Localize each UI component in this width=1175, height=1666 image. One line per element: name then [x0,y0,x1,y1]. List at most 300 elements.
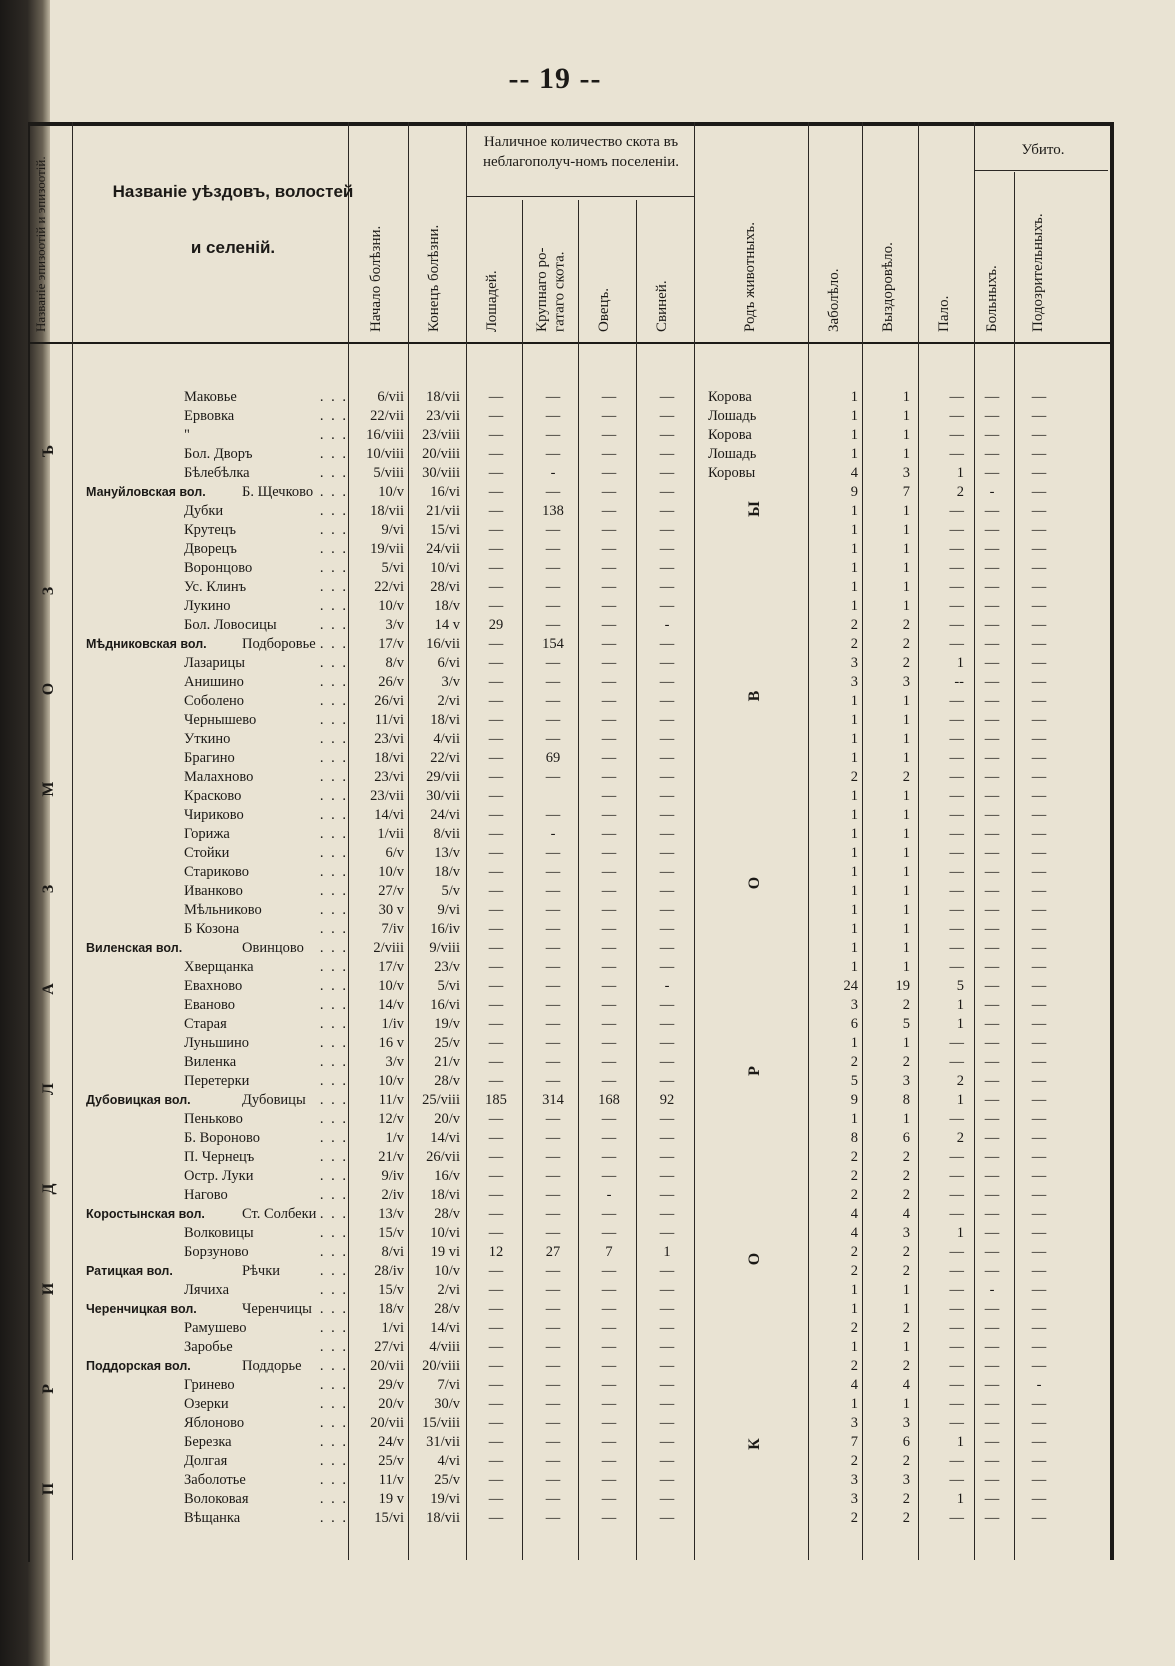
leader-dots: . . . [319,1491,348,1507]
end-date: 18/v [434,598,460,614]
village-name: Евахново [184,978,243,994]
village-name: Лукино [184,598,231,614]
animal-kind: Лошадь [708,446,757,462]
end-date: 4/vii [433,731,460,747]
pigs-count: — [659,1168,675,1184]
recovered-count: 2 [902,1320,910,1336]
sheep-count: — [601,541,617,557]
fell-count: — [949,1453,964,1469]
sheep-count: — [601,940,617,956]
header-killed-group: Убито. [1021,142,1065,158]
group-rule [974,170,1108,171]
village-name: Бол. Дворъ [184,446,253,462]
header-sheep: Овецъ. [596,287,612,332]
sick-count: 3 [850,655,858,671]
recovered-count: 3 [902,1225,910,1241]
fell-count: — [949,560,964,576]
table-row [28,1224,1118,1243]
fell-count: 1 [956,1092,964,1108]
sheep-count: — [601,769,617,785]
village-name: Еваново [184,997,235,1013]
horses-count: — [488,1472,504,1488]
cattle-count: — [545,1035,561,1051]
fell-count: — [949,1263,964,1279]
table-top-rule [28,122,1112,126]
recovered-count: 2 [902,1054,910,1070]
end-date: 25/viii [422,1092,460,1108]
killed-sick-count: — [984,1415,1000,1431]
killed-suspect-count: — [1031,883,1047,899]
recovered-count: 1 [902,921,910,937]
village-name: Рамушево [184,1320,247,1336]
pigs-count: — [659,560,675,576]
table-row [28,654,1118,673]
killed-suspect-count: — [1031,674,1047,690]
header-fell: Пало. [936,295,952,332]
leader-dots: . . . [319,1396,348,1412]
killed-suspect-count: — [1031,465,1047,481]
killed-suspect-count: — [1031,731,1047,747]
cattle-count: 314 [542,1092,564,1108]
table-row [28,445,1118,464]
leader-dots: . . . [319,1187,348,1203]
table-row [28,407,1118,426]
table-row [28,559,1118,578]
fell-count: — [949,598,964,614]
horses-count: — [488,1168,504,1184]
village-name: Ус. Клинъ [184,579,247,595]
start-date: 3/v [385,617,404,633]
killed-suspect-count: — [1031,1244,1047,1260]
cattle-count: — [545,940,561,956]
killed-suspect-count: — [1031,617,1047,633]
village-name: Б. Щечково [242,484,314,500]
recovered-count: 2 [902,655,910,671]
start-date: 12/v [378,1111,404,1127]
sick-count: 1 [850,446,858,462]
leader-dots: . . . [319,788,348,804]
pigs-count: - [664,978,670,994]
killed-suspect-count: — [1031,1510,1047,1526]
killed-sick-count: - [989,1282,995,1298]
killed-suspect-count: — [1031,788,1047,804]
sick-count: 2 [850,1263,858,1279]
leader-dots: . . . [319,579,348,595]
pigs-count: — [659,864,675,880]
cattle-count: — [545,1016,561,1032]
sheep-count: — [601,1510,617,1526]
sick-count: 7 [850,1434,858,1450]
fell-count: — [949,1282,964,1298]
sick-count: 1 [850,541,858,557]
header-sick: Заболѣло. [826,268,842,332]
killed-suspect-count: — [1031,959,1047,975]
end-date: 23/viii [422,427,460,443]
end-date: 19 vi [430,1244,460,1260]
pigs-count: — [659,921,675,937]
killed-suspect-count: — [1031,446,1047,462]
fell-count: — [949,1415,964,1431]
table-row [28,768,1118,787]
killed-suspect-count: — [1031,408,1047,424]
killed-sick-count: — [984,427,1000,443]
header-livestock-group: Наличное количество скота въ неблагополуч-номъ поселеніи. [483,134,679,171]
cattle-count: — [545,731,561,747]
end-date: 8/vii [433,826,460,842]
end-date: 15/vi [430,522,460,538]
fell-count: 1 [956,655,964,671]
sheep-count: — [601,902,617,918]
sheep-count: 168 [598,1092,620,1108]
killed-sick-count: — [984,1187,1000,1203]
table-row [28,483,1118,502]
sheep-count: — [601,1472,617,1488]
fell-count: — [949,1377,964,1393]
killed-sick-count: — [984,826,1000,842]
killed-suspect-count: — [1031,940,1047,956]
fell-count: — [949,636,964,652]
sheep-count: — [601,1320,617,1336]
end-date: 9/vi [437,902,460,918]
horses-count: — [488,959,504,975]
table-row [28,1262,1118,1281]
end-date: 29/vii [426,769,460,785]
horses-count: — [488,826,504,842]
sheep-count: — [601,712,617,728]
table-row [28,1490,1118,1509]
leader-dots: . . . [319,864,348,880]
village-name: Волоковая [184,1491,249,1507]
leader-dots: . . . [319,769,348,785]
horses-count: — [488,921,504,937]
horses-count: 12 [488,1244,504,1260]
end-date: 4/vi [437,1453,460,1469]
horses-count: — [488,1206,504,1222]
killed-sick-count: — [984,1035,1000,1051]
recovered-count: 1 [902,1111,910,1127]
killed-sick-count: — [984,1130,1000,1146]
village-name: Горижа [184,826,230,842]
sheep-count: — [601,1434,617,1450]
village-name: П. Чернецъ [184,1149,255,1165]
volost-name: Черенчицкая вол. [86,1302,197,1316]
leader-dots: . . . [319,1453,348,1469]
leader-dots: . . . [319,731,348,747]
killed-sick-count: — [984,1244,1000,1260]
killed-suspect-count: — [1031,1092,1047,1108]
start-date: 10/v [378,864,404,880]
recovered-count: 2 [902,1187,910,1203]
start-date: 21/v [378,1149,404,1165]
end-date: 13/v [434,845,460,861]
end-date: 10/vi [430,560,460,576]
recovered-count: 2 [902,997,910,1013]
recovered-count: 7 [902,484,910,500]
end-date: 16/vi [430,997,460,1013]
cattle-count: — [545,1320,561,1336]
cattle-count: — [545,1149,561,1165]
recovered-count: 2 [902,617,910,633]
killed-sick-count: — [984,617,1000,633]
table-row [28,1319,1118,1338]
sidebar-letter: Ъ [40,444,57,458]
pigs-count: — [659,731,675,747]
leader-dots: . . . [319,1092,348,1108]
recovered-count: 1 [902,807,910,823]
cattle-count: — [545,1111,561,1127]
pigs-count: — [659,1149,675,1165]
sick-count: 3 [850,1491,858,1507]
horses-count: — [488,997,504,1013]
pigs-count: — [659,579,675,595]
leader-dots: . . . [319,1054,348,1070]
sheep-count: — [601,1263,617,1279]
recovered-count: 2 [902,1244,910,1260]
header-start: Начало болѣзни. [368,225,384,332]
start-date: 17/v [378,959,404,975]
fell-count: — [949,1320,964,1336]
sheep-count: — [601,465,617,481]
horses-count: — [488,1054,504,1070]
village-name: Заболотье [184,1472,246,1488]
pigs-count: — [659,1472,675,1488]
sheep-count: — [601,1415,617,1431]
leader-dots: . . . [319,1149,348,1165]
leader-dots: . . . [319,427,348,443]
pigs-count: — [659,636,675,652]
village-name: Иванково [184,883,243,899]
village-name: Уткино [184,731,231,747]
end-date: 28/v [434,1073,460,1089]
leader-dots: . . . [319,807,348,823]
recovered-count: 1 [902,1035,910,1051]
sheep-count: — [601,921,617,937]
fell-count: — [949,864,964,880]
killed-sick-count: — [984,921,1000,937]
killed-suspect-count: — [1031,1301,1047,1317]
sick-count: 3 [850,997,858,1013]
leader-dots: . . . [319,902,348,918]
pigs-count: — [659,807,675,823]
pigs-count: 1 [663,1244,671,1260]
killed-sick-count: — [984,1339,1000,1355]
leader-dots: . . . [319,1225,348,1241]
end-date: 26/vii [426,1149,460,1165]
pigs-count: — [659,1358,675,1374]
start-date: 10/v [378,598,404,614]
killed-sick-count: — [984,997,1000,1013]
cattle-count: — [545,1130,561,1146]
fell-count: — [949,1339,964,1355]
sick-count: 1 [850,560,858,576]
start-date: 13/v [378,1206,404,1222]
recovered-count: 2 [902,1168,910,1184]
cattle-count: — [545,1073,561,1089]
horses-count: — [488,845,504,861]
cattle-count: - [550,826,556,842]
start-date: 20/vii [370,1415,404,1431]
sheep-count: — [601,826,617,842]
fell-count: — [949,845,964,861]
sheep-count: — [601,1491,617,1507]
killed-suspect-count: — [1031,1225,1047,1241]
start-date: 11/v [378,1472,404,1488]
end-date: 15/viii [422,1415,460,1431]
header-cattle: Крупнаго ро-гатаго скота. [534,247,568,332]
sheep-count: — [601,845,617,861]
village-name: Брагино [184,750,235,766]
fell-count: — [949,902,964,918]
pigs-count: — [659,693,675,709]
fell-count: — [949,883,964,899]
cattle-count: 154 [542,636,564,652]
table-row [28,1243,1118,1262]
end-date: 4/viii [429,1339,460,1355]
horses-count: — [488,1377,504,1393]
sick-count: 1 [850,1282,858,1298]
village-name: Бѣлебѣлка [184,465,250,481]
leader-dots: . . . [319,1415,348,1431]
pigs-count: — [659,1453,675,1469]
pigs-count: — [659,1073,675,1089]
horses-count: — [488,522,504,538]
pigs-count: — [659,1434,675,1450]
sick-count: 1 [850,864,858,880]
volost-name: Ратицкая вол. [86,1264,173,1278]
start-date: 11/v [378,1092,404,1108]
leader-dots: . . . [319,997,348,1013]
killed-suspect-count: — [1031,769,1047,785]
recovered-count: 5 [902,1016,910,1032]
killed-sick-count: — [984,1301,1000,1317]
sheep-count: — [601,959,617,975]
end-date: 2/vi [437,693,460,709]
start-date: 26/v [378,674,404,690]
table-row [28,1110,1118,1129]
recovered-count: 3 [902,674,910,690]
sick-count: 1 [850,731,858,747]
table-row [28,1091,1118,1110]
horses-count: — [488,1282,504,1298]
village-name: Чернышево [184,712,257,728]
killed-sick-count: - [989,484,995,500]
recovered-count: 2 [902,1491,910,1507]
cattle-count: — [545,1453,561,1469]
pigs-count: — [659,1054,675,1070]
fell-count: 1 [956,465,964,481]
fell-count: — [949,693,964,709]
table-row [28,1167,1118,1186]
leader-dots: . . . [319,560,348,576]
village-name: Поддорье [242,1358,302,1374]
sick-count: 1 [850,427,858,443]
start-date: 11/vi [374,712,404,728]
table-row [28,1072,1118,1091]
sick-count: 24 [843,978,858,994]
horses-count: — [488,1510,504,1526]
animal-letter: О [746,876,763,890]
horses-count: — [488,1358,504,1374]
fell-count: 1 [956,1225,964,1241]
sick-count: 1 [850,1111,858,1127]
recovered-count: 3 [902,1415,910,1431]
horses-count: — [488,978,504,994]
cattle-count: — [545,560,561,576]
pigs-count: — [659,465,675,481]
end-date: 30/vii [426,788,460,804]
fell-count: 1 [956,1434,964,1450]
killed-suspect-count: — [1031,826,1047,842]
leader-dots: . . . [319,674,348,690]
pigs-count: — [659,1206,675,1222]
table-row [28,958,1118,977]
sick-count: 1 [850,693,858,709]
pigs-count: — [659,484,675,500]
fell-count: — [949,1168,964,1184]
table-row [28,1300,1118,1319]
recovered-count: 4 [902,1206,910,1222]
start-date: 19 v [378,1491,404,1507]
horses-count: — [488,1130,504,1146]
cattle-count: — [545,712,561,728]
leader-dots: . . . [319,636,348,652]
leader-dots: . . . [319,959,348,975]
cattle-count: — [545,1510,561,1526]
cattle-count: — [545,807,561,823]
killed-sick-count: — [984,1472,1000,1488]
fell-count: 5 [956,978,964,994]
killed-suspect-count: — [1031,541,1047,557]
village-name: Дубовицы [242,1092,306,1108]
horses-count: — [488,636,504,652]
horses-count: — [488,712,504,728]
horses-count: — [488,503,504,519]
sick-count: 4 [850,1206,858,1222]
start-date: 20/v [378,1396,404,1412]
end-date: 19/vi [430,1491,460,1507]
killed-sick-count: — [984,788,1000,804]
pigs-count: — [659,845,675,861]
table-row [28,616,1118,635]
village-name: Красково [184,788,242,804]
sheep-count: — [601,1054,617,1070]
volost-name: Мануйловская вол. [86,485,206,499]
cattle-count: — [545,1282,561,1298]
fell-count: 1 [956,1491,964,1507]
recovered-count: 3 [902,1472,910,1488]
village-name: Соболено [184,693,245,709]
horses-count: — [488,940,504,956]
cattle-count: — [545,484,561,500]
volost-name: Поддорская вол. [86,1359,191,1373]
leader-dots: . . . [319,408,348,424]
horses-count: — [488,674,504,690]
start-date: 10/v [378,978,404,994]
header-killed-suspect: Подозрительныхъ. [1030,213,1046,332]
leader-dots: . . . [319,1282,348,1298]
start-date: 27/v [378,883,404,899]
sick-count: 1 [850,807,858,823]
sheep-count: — [601,636,617,652]
leader-dots: . . . [319,1035,348,1051]
sick-count: 2 [850,1168,858,1184]
village-name: Виленка [184,1054,237,1070]
recovered-count: 6 [902,1434,910,1450]
fell-count: 2 [956,1130,964,1146]
table-row [28,1357,1118,1376]
recovered-count: 1 [902,940,910,956]
killed-suspect-count: — [1031,1339,1047,1355]
